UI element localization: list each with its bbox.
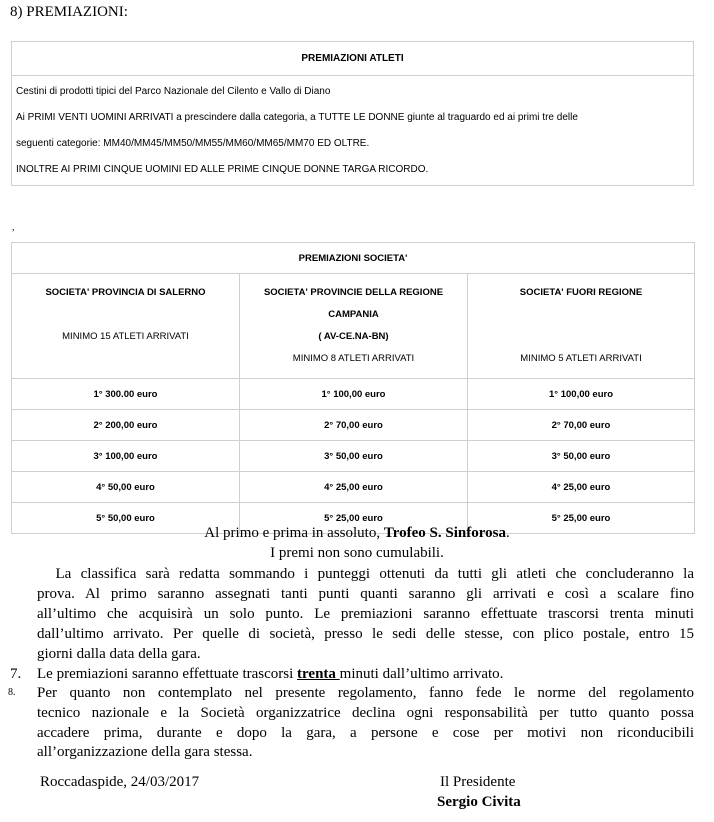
item-8-number: 8. <box>8 687 16 698</box>
table-row <box>12 472 695 503</box>
item-7-text <box>37 664 694 684</box>
table-row <box>12 410 695 441</box>
prize-cell: 1° 100,00 euro <box>468 379 695 410</box>
society-table-header: PREMIAZIONI SOCIETA' <box>12 243 695 274</box>
athletes-line: INOLTRE AI PRIMI CINQUE UOMINI ED ALLE PRIME CINQUE DONNE TARGA RICORDO. <box>16 164 429 175</box>
stray-mark: , <box>12 222 15 233</box>
column-title: SOCIETA' FUORI REGIONE <box>519 287 643 298</box>
item-8-line: all’organizzazione della gara stessa. <box>37 744 253 760</box>
athletes-line: Cestini di prodotti tipici del Parco Nazionale del Cilento e Vallo di Diano <box>16 86 331 97</box>
item-8-line: Per quanto non contemplato nel presente regolamento, fanno fede le norme del regolamento <box>37 685 694 701</box>
table-row <box>12 379 695 410</box>
item-8-line: accadere prima, durante e dopo la gara, a persone e cose per motivi non riconducibili <box>37 725 694 741</box>
column-minimum: MINIMO 5 ATLETI ARRIVATI <box>520 353 642 364</box>
column-header-fuori-regione <box>468 274 695 379</box>
column-minimum: MINIMO 15 ATLETI ARRIVATI <box>62 331 189 342</box>
prize-cell: 4° 50,00 euro <box>12 472 240 503</box>
prize-cell: 1° 300.00 euro <box>12 379 240 410</box>
prize-cell: 2° 200,00 euro <box>12 410 240 441</box>
column-line: CAMPANIA <box>328 309 379 320</box>
ranking-line: giorni dalla data della gara. <box>37 646 201 662</box>
item-7-emphasis: trenta <box>297 666 340 682</box>
not-cumulative-line: I premi non sono cumulabili. <box>270 545 444 561</box>
trophy-prefix: Al primo e prima in assoluto, <box>204 525 384 541</box>
signature-title: Il Presidente <box>440 774 516 790</box>
column-title: SOCIETA' PROVINCIA DI SALERNO <box>45 287 206 298</box>
trophy-name: Trofeo S. Sinforosa <box>383 525 506 541</box>
prize-cell: 4° 25,00 euro <box>240 472 468 503</box>
prize-cell: 3° 100,00 euro <box>12 441 240 472</box>
place-date: Roccadaspide, 24/03/2017 <box>40 774 200 790</box>
athletes-prizes-table <box>11 41 694 186</box>
ranking-line: prova. Al primo saranno assegnati tanti punti quanti saranno gli arrivati e così a scalare fino <box>37 586 694 602</box>
column-line <box>12 304 239 326</box>
prize-cell: 2° 70,00 euro <box>240 410 468 441</box>
prize-cell: 3° 50,00 euro <box>468 441 695 472</box>
prize-cell: 3° 50,00 euro <box>240 441 468 472</box>
item-7-number: 7. <box>10 666 22 682</box>
prize-cell: 5° 50,00 euro <box>12 503 240 534</box>
column-line <box>468 304 694 326</box>
table-row <box>12 441 695 472</box>
column-line: ( AV-CE.NA-BN) <box>318 331 389 342</box>
signature-name: Sergio Civita <box>437 794 521 810</box>
item-8-line: tecnico nazionale e la Società organizzatrice declina ogni responsabilità per tutto quanto possa <box>37 705 694 721</box>
ranking-line: all’ultimo che acquisirà un solo punto. Le premiazioni saranno effettuate trascorsi trenta minuti <box>37 606 694 622</box>
item-7-prefix: Le premiazioni saranno effettuate trascorsi <box>37 666 298 682</box>
trophy-line <box>0 523 714 543</box>
athletes-table-header: PREMIAZIONI ATLETI <box>12 42 694 76</box>
column-title: SOCIETA' PROVINCIE DELLA REGIONE <box>263 287 444 298</box>
item-7-suffix: minuti dall’ultimo arrivato. <box>339 666 504 682</box>
trophy-suffix: . <box>505 525 510 541</box>
prize-cell: 4° 25,00 euro <box>468 472 695 503</box>
athletes-table-body <box>12 76 694 186</box>
ranking-line: La classifica sarà redatta sommando i punteggi ottenuti da tutti gli atleti che concluderanno la <box>37 566 694 582</box>
column-minimum: MINIMO 8 ATLETI ARRIVATI <box>292 353 415 364</box>
prize-cell: 2° 70,00 euro <box>468 410 695 441</box>
column-header-salerno <box>12 274 240 379</box>
prize-cell: 5° 25,00 euro <box>468 503 695 534</box>
column-header-campania <box>240 274 468 379</box>
column-line <box>468 326 694 348</box>
athletes-line: seguenti categorie: MM40/MM45/MM50/MM55/MM60/MM65/MM70 ED OLTRE. <box>16 138 370 149</box>
society-prizes-table <box>11 242 695 534</box>
prize-cell: 1° 100,00 euro <box>240 379 468 410</box>
section-title: 8) PREMIAZIONI: <box>10 4 128 20</box>
ranking-line: dall’ultimo arrivato. Per quelle di società, presso le sedi delle stesse, con plico postale, entro 15 <box>37 626 694 642</box>
prize-cell: 5° 25,00 euro <box>240 503 468 534</box>
athletes-line: Ai PRIMI VENTI UOMINI ARRIVATI a prescindere dalla categoria, a TUTTE LE DONNE giunte al traguardo ed ai primi tre delle <box>16 112 578 123</box>
